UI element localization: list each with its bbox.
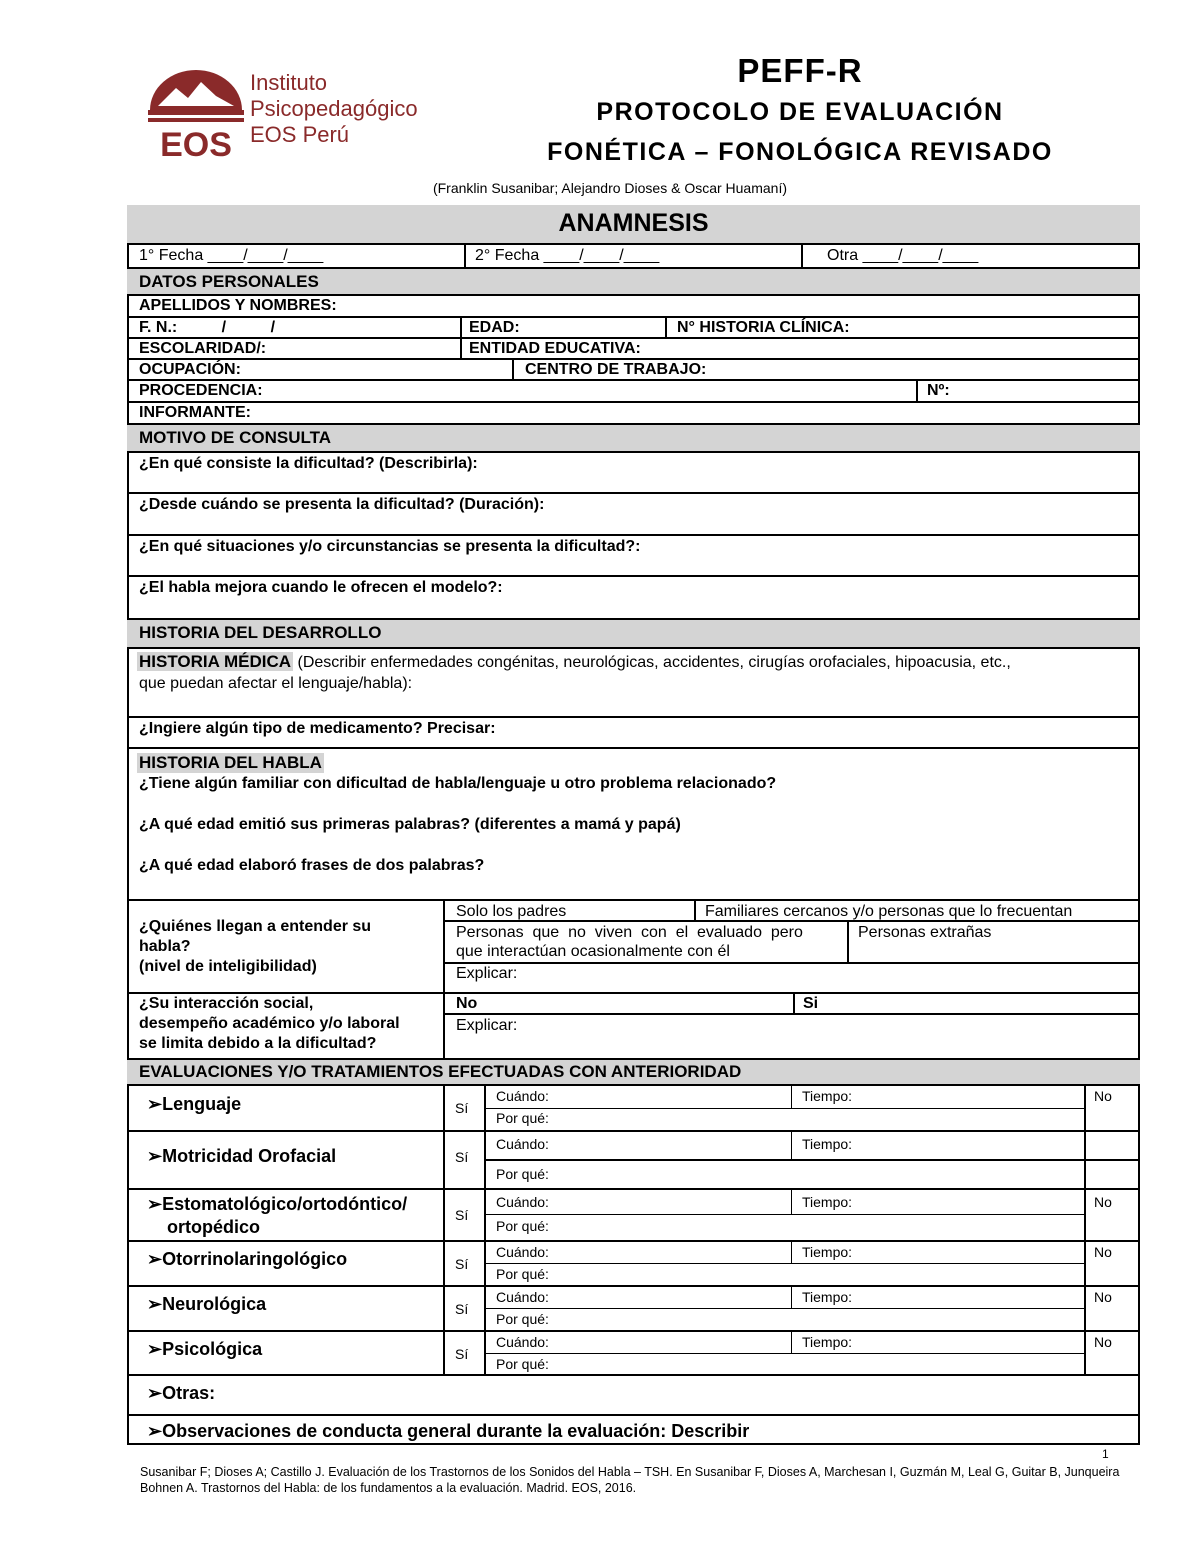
- motivo-consulta-title: MOTIVO DE CONSULTA: [139, 428, 332, 447]
- eval-no-estomatologico[interactable]: No: [1094, 1194, 1112, 1210]
- historia-desarrollo-title: HISTORIA DEL DESARROLLO: [139, 623, 382, 642]
- arrow-bullet-icon: ➢: [147, 1249, 163, 1269]
- entidad-field[interactable]: ENTIDAD EDUCATIVA:: [469, 340, 641, 357]
- ocupacion-field[interactable]: OCUPACIÓN:: [139, 361, 241, 378]
- eval-label-estomatologico-2: ortopédico: [167, 1217, 260, 1237]
- apellidos-row: [127, 294, 1140, 316]
- eval-si-neurologica[interactable]: Sí: [455, 1301, 469, 1317]
- q4-row: [127, 575, 1140, 618]
- arrow-bullet-icon: ➢: [147, 1146, 163, 1166]
- fn-row: [127, 316, 1140, 337]
- section-datos-personales: [127, 267, 1140, 294]
- historia-medica-desc1: (Describir enfermedades congénitas, neurológicas, accidentes, cirugías orofaciales, hipoacusia, etc.,: [297, 654, 1011, 671]
- eval-row-otorrino: [127, 1240, 1140, 1285]
- q2-field[interactable]: ¿Desde cuándo se presenta la dificultad? (Duración):: [139, 496, 545, 513]
- eval-label-otorrino: ➢Otorrinolaringológico: [147, 1249, 348, 1269]
- solo-padres-option[interactable]: Solo los padres: [456, 903, 567, 920]
- ocupacion-row: [127, 358, 1140, 379]
- eval-tiempo-neurologica[interactable]: Tiempo:: [802, 1289, 853, 1305]
- institute-logo: [146, 66, 446, 160]
- eval-porque-lenguaje[interactable]: Por qué:: [496, 1110, 549, 1126]
- eval-tiempo-otorrino[interactable]: Tiempo:: [802, 1244, 853, 1260]
- procedencia-field[interactable]: PROCEDENCIA:: [139, 382, 263, 399]
- personas-no-viven-line2: que interactúan ocasionalmente con él: [456, 943, 730, 960]
- historia-clinica-field[interactable]: N° HISTORIA CLÍNICA:: [677, 319, 850, 336]
- section-evaluaciones: [127, 1058, 1140, 1084]
- doc-subtitle-1: PROTOCOLO DE EVALUACIÓN: [596, 98, 1004, 126]
- eval-si-otorrino[interactable]: Sí: [455, 1256, 469, 1272]
- eval-si-motricidad[interactable]: Sí: [455, 1149, 469, 1165]
- eval-cuando-estomatologico[interactable]: Cuándo:: [496, 1194, 549, 1210]
- historia-medica-desc2: que puedan afectar el lenguaje/habla):: [139, 675, 413, 692]
- observaciones-row: [127, 1414, 1140, 1445]
- informante-field[interactable]: INFORMANTE:: [139, 404, 251, 421]
- historia-habla-row: [127, 747, 1140, 899]
- eval-row-motricidad: [127, 1130, 1140, 1188]
- medicamento-field[interactable]: ¿Ingiere algún tipo de medicamento? Precisar:: [139, 720, 496, 737]
- informante-row: [127, 401, 1140, 423]
- eval-tiempo-motricidad[interactable]: Tiempo:: [802, 1136, 853, 1152]
- eval-tiempo-lenguaje[interactable]: Tiempo:: [802, 1088, 853, 1104]
- eval-no-otorrino[interactable]: No: [1094, 1244, 1112, 1260]
- interaccion-q-line2: desempeño académico y/o laboral: [139, 1015, 400, 1032]
- eval-label-estomatologico: ➢Estomatológico/ortodóntico/: [147, 1194, 408, 1214]
- eval-label-neurologica: ➢Neurológica: [147, 1294, 267, 1314]
- medicamento-row: [127, 716, 1140, 747]
- historia-medica-label: HISTORIA MÉDICA: [139, 652, 292, 671]
- doc-authors: (Franklin Susanibar; Alejandro Dioses & Oscar Huamaní): [432, 180, 788, 196]
- apellidos-field[interactable]: APELLIDOS Y NOMBRES:: [139, 297, 337, 314]
- centro-trabajo-field[interactable]: CENTRO DE TRABAJO:: [525, 361, 707, 378]
- interaccion-q-line1: ¿Su interacción social,: [139, 995, 314, 1012]
- eval-row-estomatologico: [127, 1188, 1140, 1240]
- svg-text:EOS: EOS: [160, 126, 232, 160]
- page-number: 1: [1102, 1447, 1109, 1461]
- eval-si-lenguaje[interactable]: Sí: [455, 1100, 469, 1116]
- eos-logo-icon: [146, 66, 246, 160]
- entender-q-line1: ¿Quiénes llegan a entender su: [139, 918, 372, 935]
- q2-row: [127, 492, 1140, 534]
- eval-row-neurologica: [127, 1285, 1140, 1330]
- q4-field[interactable]: ¿El habla mejora cuando le ofrecen el modelo?:: [139, 579, 503, 596]
- procedencia-row: [127, 379, 1140, 401]
- escolaridad-field[interactable]: ESCOLARIDAD/:: [139, 340, 267, 357]
- eval-no-neurologica[interactable]: No: [1094, 1289, 1112, 1305]
- interaccion-block: [127, 992, 1140, 1058]
- explicar-field-2[interactable]: Explicar:: [456, 1017, 518, 1034]
- historia-habla-title: HISTORIA DEL HABLA: [139, 753, 322, 772]
- eval-cuando-motricidad[interactable]: Cuándo:: [496, 1136, 549, 1152]
- logo-line-2: Psicopedagógico: [250, 96, 418, 121]
- arrow-bullet-icon: ➢: [147, 1421, 163, 1441]
- personas-no-viven-line1[interactable]: Personas que no viven con el evaluado pero: [456, 924, 803, 941]
- arrow-bullet-icon: ➢: [147, 1294, 163, 1314]
- eval-si-estomatologico[interactable]: Sí: [455, 1207, 469, 1223]
- personas-extranas-option[interactable]: Personas extrañas: [858, 924, 992, 941]
- footer-reference: Susanibar F; Dioses A; Castillo J. Evaluación de los Trastornos de los Sonidos del Habla – TSH. En Susanibar F, Dioses A, Marchesan I, Guzmán M, Leal G, Guitar B, Junqueira Bohnen A. Trastornos del Habla: de los fundamentos a la evaluación. Madrid. EOS, 2016.: [140, 1465, 1120, 1495]
- doc-title: PEFF-R: [737, 52, 863, 89]
- eval-porque-otorrino[interactable]: Por qué:: [496, 1266, 549, 1282]
- arrow-bullet-icon: ➢: [147, 1383, 163, 1403]
- q3-row: [127, 534, 1140, 575]
- habla-q2-field[interactable]: ¿A qué edad emitió sus primeras palabras? (diferentes a mamá y papá): [139, 816, 681, 833]
- familiares-option[interactable]: Familiares cercanos y/o personas que lo frecuentan: [705, 903, 1073, 920]
- eval-row-psicologica: [127, 1330, 1140, 1374]
- eval-label-motricidad: ➢Motricidad Orofacial: [147, 1146, 337, 1166]
- interaccion-q-line3: se limita debido a la dificultad?: [139, 1035, 377, 1052]
- habla-q1-field[interactable]: ¿Tiene algún familiar con dificultad de habla/lenguaje u otro problema relacionado?: [139, 775, 777, 792]
- eval-cuando-psicologica[interactable]: Cuándo:: [496, 1334, 549, 1350]
- logo-line-1: Instituto: [250, 70, 328, 95]
- interaccion-no-option[interactable]: No: [456, 995, 478, 1012]
- dates-row: [127, 243, 1140, 267]
- date-1-field[interactable]: 1° Fecha ____/____/____: [139, 247, 324, 264]
- interaccion-si-option[interactable]: Si: [803, 995, 819, 1012]
- eval-porque-motricidad[interactable]: Por qué:: [496, 1166, 549, 1182]
- anamnesis-title: ANAMNESIS: [558, 209, 709, 237]
- doc-subtitle-2: FONÉTICA – FONOLÓGICA REVISADO: [547, 138, 1053, 166]
- date-2-field[interactable]: 2° Fecha ____/____/____: [475, 247, 660, 264]
- q1-row: [127, 451, 1140, 492]
- entender-q-line3: (nivel de inteligibilidad): [139, 958, 317, 975]
- date-other-field[interactable]: Otra ____/____/____: [827, 247, 979, 264]
- section-anamnesis: [127, 205, 1140, 243]
- numero-field[interactable]: Nº:: [927, 382, 950, 399]
- eval-porque-psicologica[interactable]: Por qué:: [496, 1356, 549, 1372]
- historia-medica-row: [127, 647, 1140, 716]
- eval-si-psicologica[interactable]: Sí: [455, 1346, 469, 1362]
- historia-medica-line1[interactable]: [137, 652, 1011, 672]
- arrow-bullet-icon: ➢: [147, 1094, 163, 1114]
- eval-tiempo-estomatologico[interactable]: Tiempo:: [802, 1194, 853, 1210]
- q1-field[interactable]: ¿En qué consiste la dificultad? (Describirla):: [139, 455, 478, 472]
- eval-label-psicologica: ➢Psicológica: [147, 1339, 263, 1359]
- otras-row: [127, 1374, 1140, 1414]
- entender-q-line2: habla?: [139, 938, 191, 955]
- eval-cuando-lenguaje[interactable]: Cuándo:: [496, 1088, 549, 1104]
- observaciones-field[interactable]: ➢Observaciones de conducta general durante la evaluación: Describir: [147, 1421, 750, 1441]
- eval-no-psicologica[interactable]: No: [1094, 1334, 1112, 1350]
- eval-tiempo-psicologica[interactable]: Tiempo:: [802, 1334, 853, 1350]
- explicar-field-1[interactable]: Explicar:: [456, 965, 518, 982]
- eval-no-lenguaje[interactable]: No: [1094, 1088, 1112, 1104]
- otras-field[interactable]: ➢Otras:: [147, 1383, 216, 1403]
- habla-q3-field[interactable]: ¿A qué edad elaboró frases de dos palabras?: [139, 857, 485, 874]
- inteligibilidad-block: [127, 899, 1140, 992]
- section-historia-desarrollo: [127, 618, 1140, 647]
- section-motivo-consulta: [127, 423, 1140, 451]
- eval-porque-estomatologico[interactable]: Por qué:: [496, 1218, 549, 1234]
- logo-line-3: EOS Perú: [250, 122, 350, 147]
- evaluaciones-title: EVALUACIONES Y/O TRATAMIENTOS EFECTUADAS CON ANTERIORIDAD: [139, 1062, 742, 1081]
- eval-cuando-neurologica[interactable]: Cuándo:: [496, 1289, 549, 1305]
- eval-cuando-otorrino[interactable]: Cuándo:: [496, 1244, 549, 1260]
- edad-field[interactable]: EDAD:: [469, 319, 520, 336]
- eval-label-lenguaje: ➢Lenguaje: [147, 1094, 242, 1114]
- eval-porque-neurologica[interactable]: Por qué:: [496, 1311, 549, 1327]
- datos-personales-title: DATOS PERSONALES: [139, 272, 319, 291]
- escolaridad-row: [127, 337, 1140, 358]
- fn-field[interactable]: F. N.: / /: [139, 319, 276, 336]
- q3-field[interactable]: ¿En qué situaciones y/o circunstancias se presenta la dificultad?:: [139, 538, 641, 555]
- eval-row-lenguaje: [127, 1084, 1140, 1130]
- arrow-bullet-icon: ➢: [147, 1339, 163, 1359]
- arrow-bullet-icon: ➢: [147, 1194, 163, 1214]
